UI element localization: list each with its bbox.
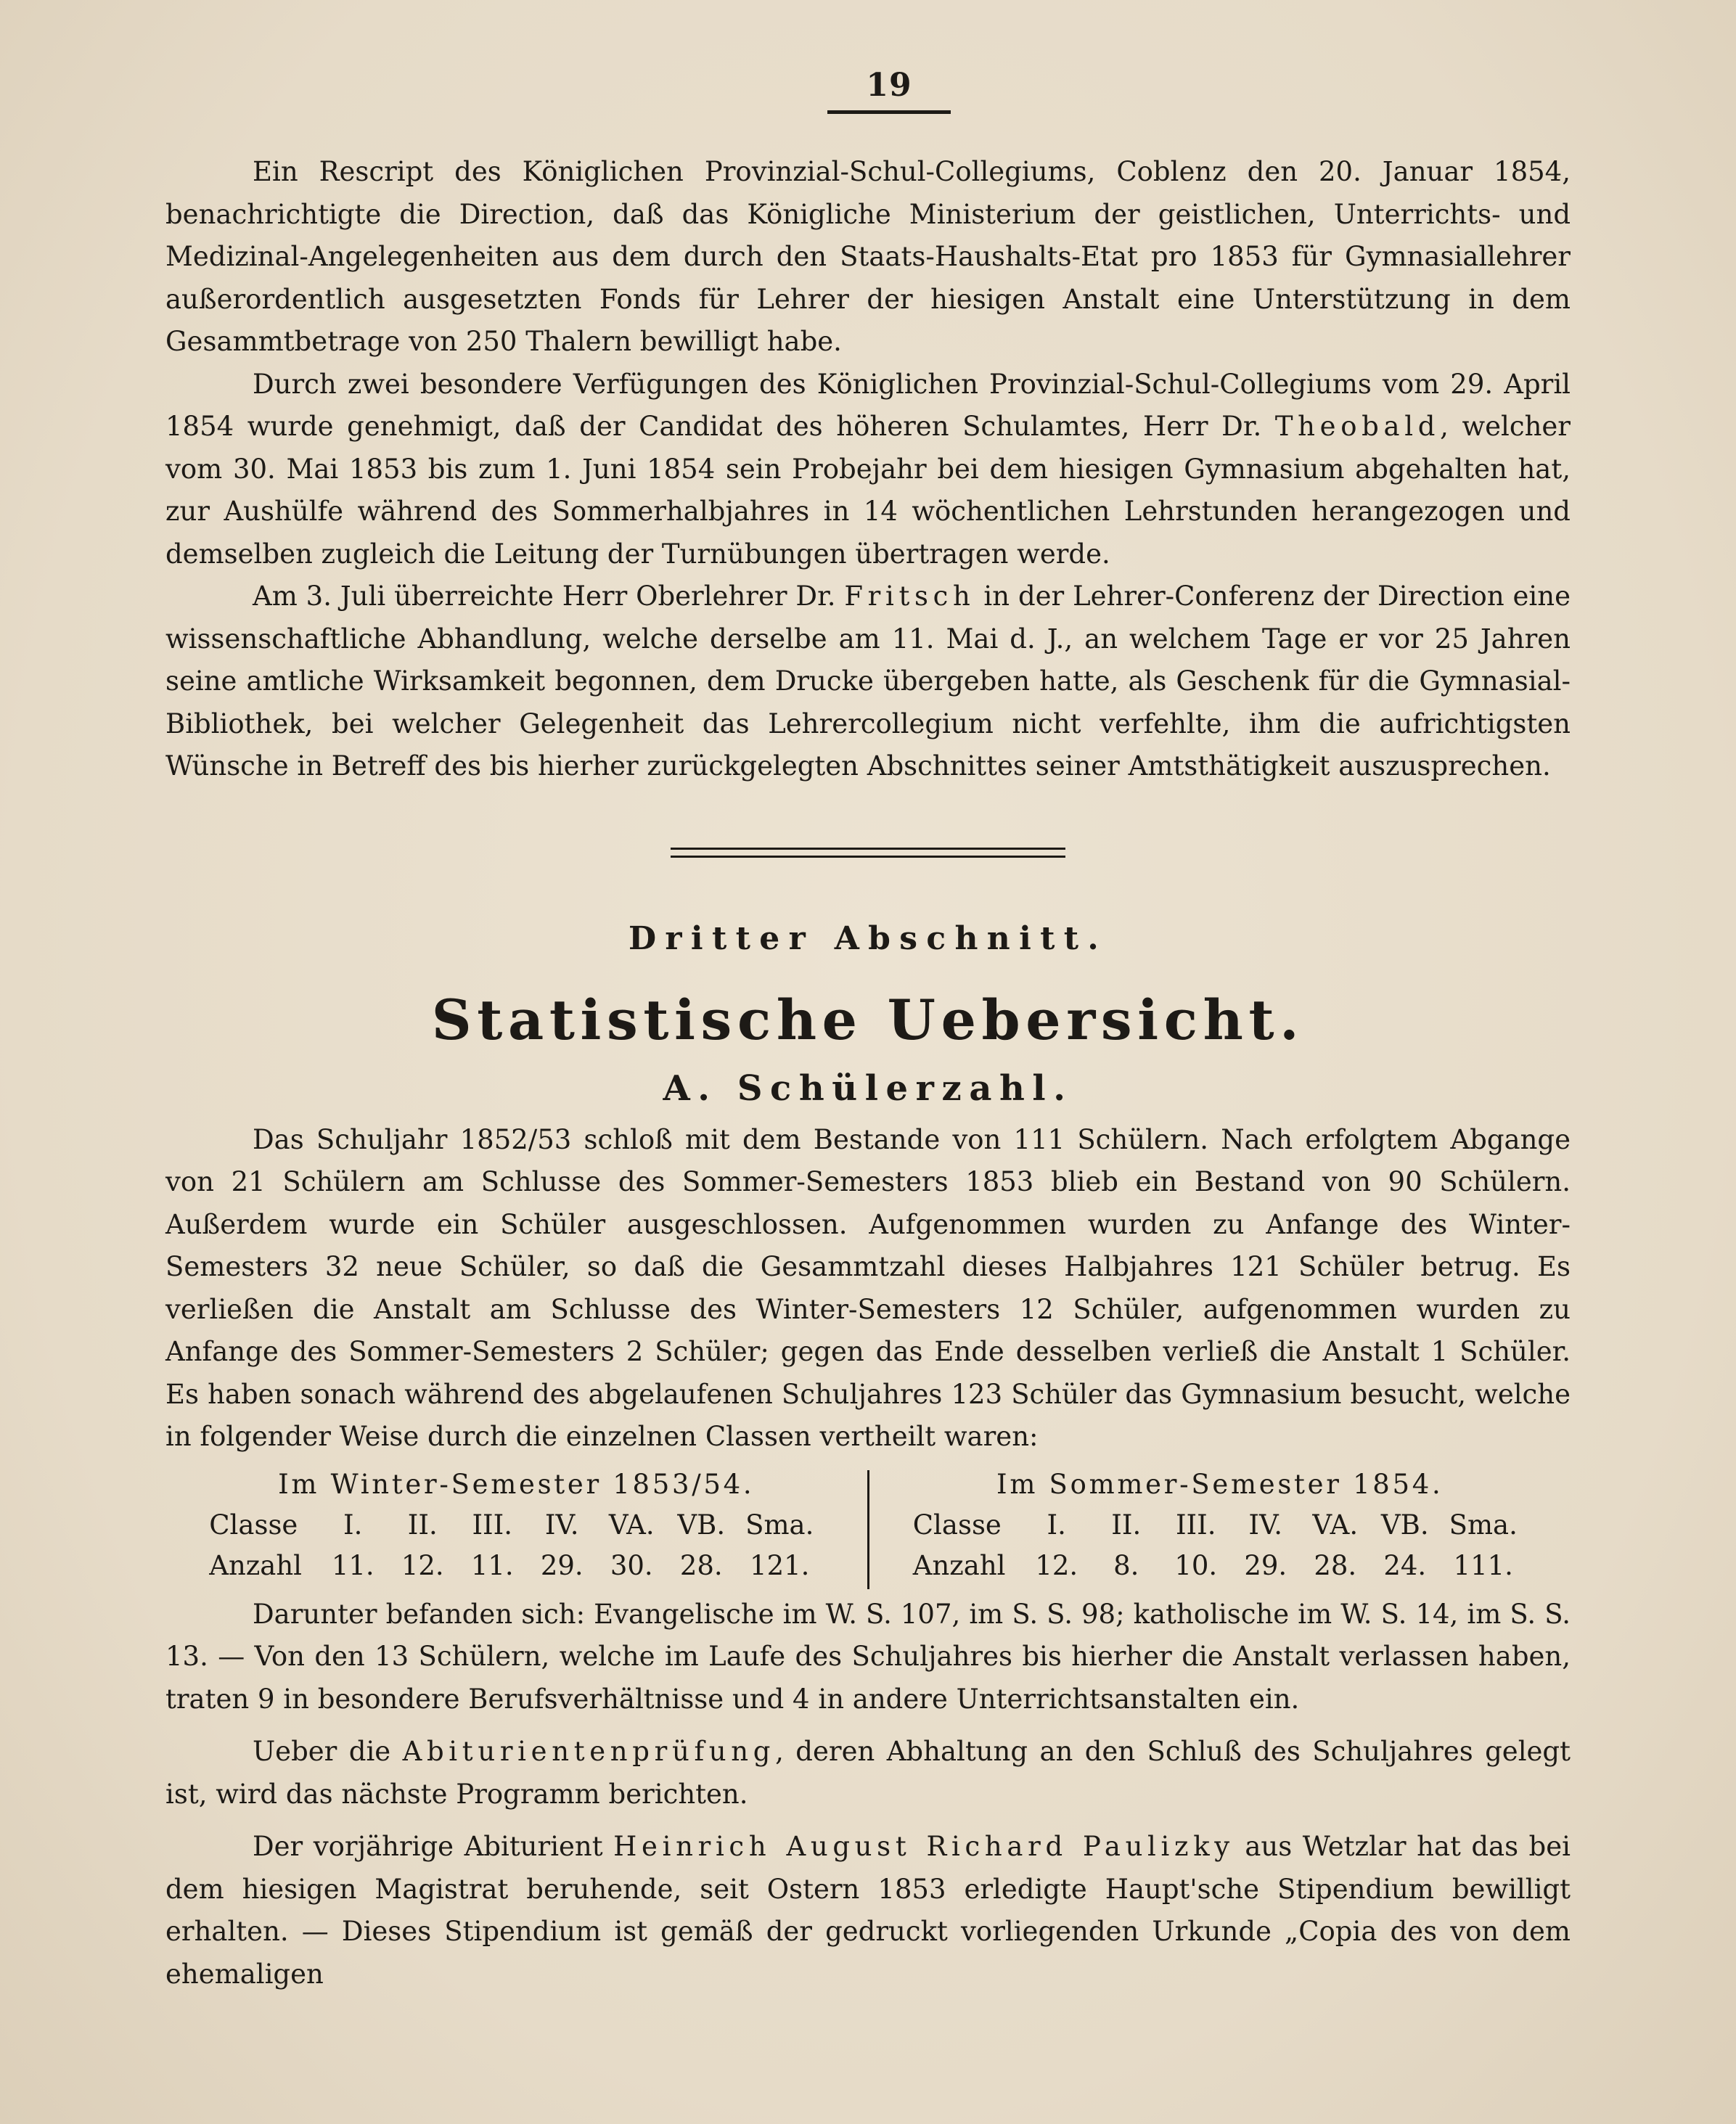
paragraph-abitur — [165, 1731, 1571, 1816]
table-cell: VB. — [1380, 1509, 1429, 1541]
table-cell: 24. — [1383, 1549, 1427, 1581]
paragraph-text: aus Wetzlar hat das bei dem hiesigen Magistrat beruhende, seit Ostern 1853 erledigte Haupt'sche Stipendium bewilligt erhalten. — Dieses Stipendium ist gemäß der gedruckt vorliegenden Urkunde „Copia des von dem ehemaligen — [165, 1831, 1571, 1990]
table-cell: 8. — [1113, 1549, 1139, 1581]
table-cell: I. — [343, 1509, 363, 1541]
paragraph-text: in der Lehrer-Conferenz der Direction eine wissenschaftliche Abhandlung, welche derselbe am 11. Mai d. J., an welchem Tage er vor 25 Jahren seine amtliche Wirksamkeit begonnen, dem Drucke übergeben hatte, als Geschenk für die Gymnasial-Bibliothek, bei welcher Gelegenheit das Lehrercollegium nicht verfehlte, ihm die aufrichtigsten Wünsche in Betreff des bis hierher zurückgelegten Abschnittes seiner Amtsthätigkeit auszusprechen. — [165, 581, 1571, 782]
table-cell: VA. — [1312, 1509, 1359, 1541]
paragraph-student-count: Das Schuljahr 1852/53 schloß mit dem Bestande von 111 Schülern. Nach erfolgtem Abgange von 21 Schülern am Schlusse des Sommer-Semesters 1853 blieb ein Bestand von 90 Schülern. Außerdem wurde ein Schüler ausgeschlossen. Aufgenommen wurden zu Anfange des Winter-Semesters 32 neue Schüler, so daß die Gesammtzahl dieses Halbjahres 121 Schüler betrug. Es verließen die Anstalt am Schlusse des Winter-Semesters 12 Schüler, aufgenommen wurden zu Anfange des Sommer-Semesters 2 Schüler; gegen das Ende desselben verließ die Anstalt 1 Schüler. Es haben sonach während des abgelaufenen Schuljahres 123 Schüler das Gymnasium besucht, welche in folgender Weise durch die einzelnen Classen vertheilt waren: — [165, 1123, 1571, 1452]
table-row-classes — [209, 1505, 823, 1546]
paragraph-text: Der vorjährige Abiturient — [253, 1831, 614, 1862]
section-divider — [671, 848, 1065, 858]
row-label: Classe — [209, 1509, 298, 1541]
page-number-rule — [827, 110, 951, 114]
table-cell: III. — [1175, 1509, 1216, 1541]
table-cell: 11. — [470, 1549, 514, 1581]
page-body — [165, 151, 1571, 1996]
table-cell: IV. — [1248, 1509, 1283, 1541]
table-cell: VB. — [677, 1509, 726, 1541]
table-winter-semester — [165, 1464, 867, 1594]
table-cell: 29. — [1244, 1549, 1287, 1581]
paragraph-confession: Darunter befanden sich: Evangelische im W. S. 107, im S. S. 98; katholische im W. S. 14, im S. S. 13. — Von den 13 Schülern, welche im Laufe des Schuljahres bis hierher die Anstalt verlassen haben, traten 9 in besondere Berufsverhältnisse und 4 in andere Unterrichtsanstalten ein. — [165, 1598, 1571, 1715]
table-cell: Sma. — [745, 1509, 814, 1541]
table-title: Im Sommer-Semester 1854. — [996, 1468, 1444, 1500]
paragraph-rescript: Ein Rescript des Königlichen Provinzial-Schul-Collegiums, Coblenz den 20. Januar 1854, benachrichtigte die Direction, daß das Königliche Ministerium der geistlichen, Unterrichts- und Medizinal-Angelegenheiten aus dem durch den Staats-Haushalts-Etat pro 1853 für Gymnasiallehrer außerordentlich ausgesetzten Fonds für Lehrer der hiesigen Anstalt eine Unterstützung in dem Gesammtbetrage von 250 Thalern bewilligt habe. — [165, 156, 1571, 357]
paragraph-text: Durch zwei besondere Verfügungen des Königlichen Provinzial-Schul-Collegiums vom 29. April 1854 wurde genehmigt, daß der Candidat des höheren Schulamtes, Herr Dr. — [165, 368, 1571, 442]
person-name: Fritsch — [844, 581, 975, 612]
table-cell: 11. — [331, 1549, 374, 1581]
table-cell: II. — [1111, 1509, 1142, 1541]
table-cell: III. — [472, 1509, 513, 1541]
main-heading: Statistische Uebersicht. — [431, 987, 1305, 1052]
table-title: Im Winter-Semester 1853/54. — [278, 1468, 755, 1500]
table-cell: VA. — [608, 1509, 655, 1541]
person-name: Theobald — [1274, 411, 1441, 442]
table-cell: 121. — [750, 1549, 810, 1581]
table-cell: 111. — [1453, 1549, 1513, 1581]
row-label: Anzahl — [912, 1549, 1006, 1581]
sub-heading: A. Schülerzahl. — [663, 1067, 1073, 1109]
table-summer-semester — [869, 1464, 1571, 1594]
table-cell: 28. — [1314, 1549, 1357, 1581]
exam-term: Abiturientenprüfung — [402, 1736, 776, 1767]
table-cell: 28. — [679, 1549, 723, 1581]
table-cell: II. — [407, 1509, 438, 1541]
paragraph-text: , deren Abhaltung an den Schluß des Schuljahres gelegt ist, wird das nächste Programm berichten. — [165, 1736, 1571, 1810]
row-label: Classe — [912, 1509, 1002, 1541]
table-cell: 30. — [610, 1549, 653, 1581]
paragraph-text: Am 3. Juli überreichte Herr Oberlehrer Dr. — [253, 581, 845, 612]
table-cell: 12. — [401, 1549, 444, 1581]
paragraph-fritsch — [165, 575, 1571, 788]
table-row-counts — [209, 1546, 823, 1586]
table-row-classes — [913, 1505, 1527, 1546]
class-distribution-tables — [165, 1464, 1571, 1594]
section-heading: Dritter Abschnitt. — [628, 919, 1108, 957]
paragraph-text: , welcher vom 30. Mai 1853 bis zum 1. Juni 1854 sein Probejahr bei dem hiesigen Gymnasium abgehalten hat, zur Aushülfe während des Sommerhalbjahres in 14 wöchentlichen Lehrstunden herangezogen und demselben zugleich die Leitung der Turnübungen übertragen werde. — [165, 411, 1571, 570]
paragraph-stipend — [165, 1826, 1571, 1996]
table-cell: 29. — [540, 1549, 584, 1581]
paragraph-theobald — [165, 364, 1571, 576]
paragraph-text: Ueber die — [253, 1736, 403, 1767]
table-cell: IV. — [544, 1509, 579, 1541]
page-number: 19 — [866, 67, 912, 104]
table-cell: 12. — [1035, 1549, 1078, 1581]
table-cell: 10. — [1174, 1549, 1218, 1581]
table-cell: Sma. — [1449, 1509, 1518, 1541]
table-row-counts — [913, 1546, 1527, 1586]
row-label: Anzahl — [209, 1549, 303, 1581]
table-cell: I. — [1047, 1509, 1066, 1541]
person-name: Heinrich August Richard Paulizky — [613, 1831, 1235, 1862]
